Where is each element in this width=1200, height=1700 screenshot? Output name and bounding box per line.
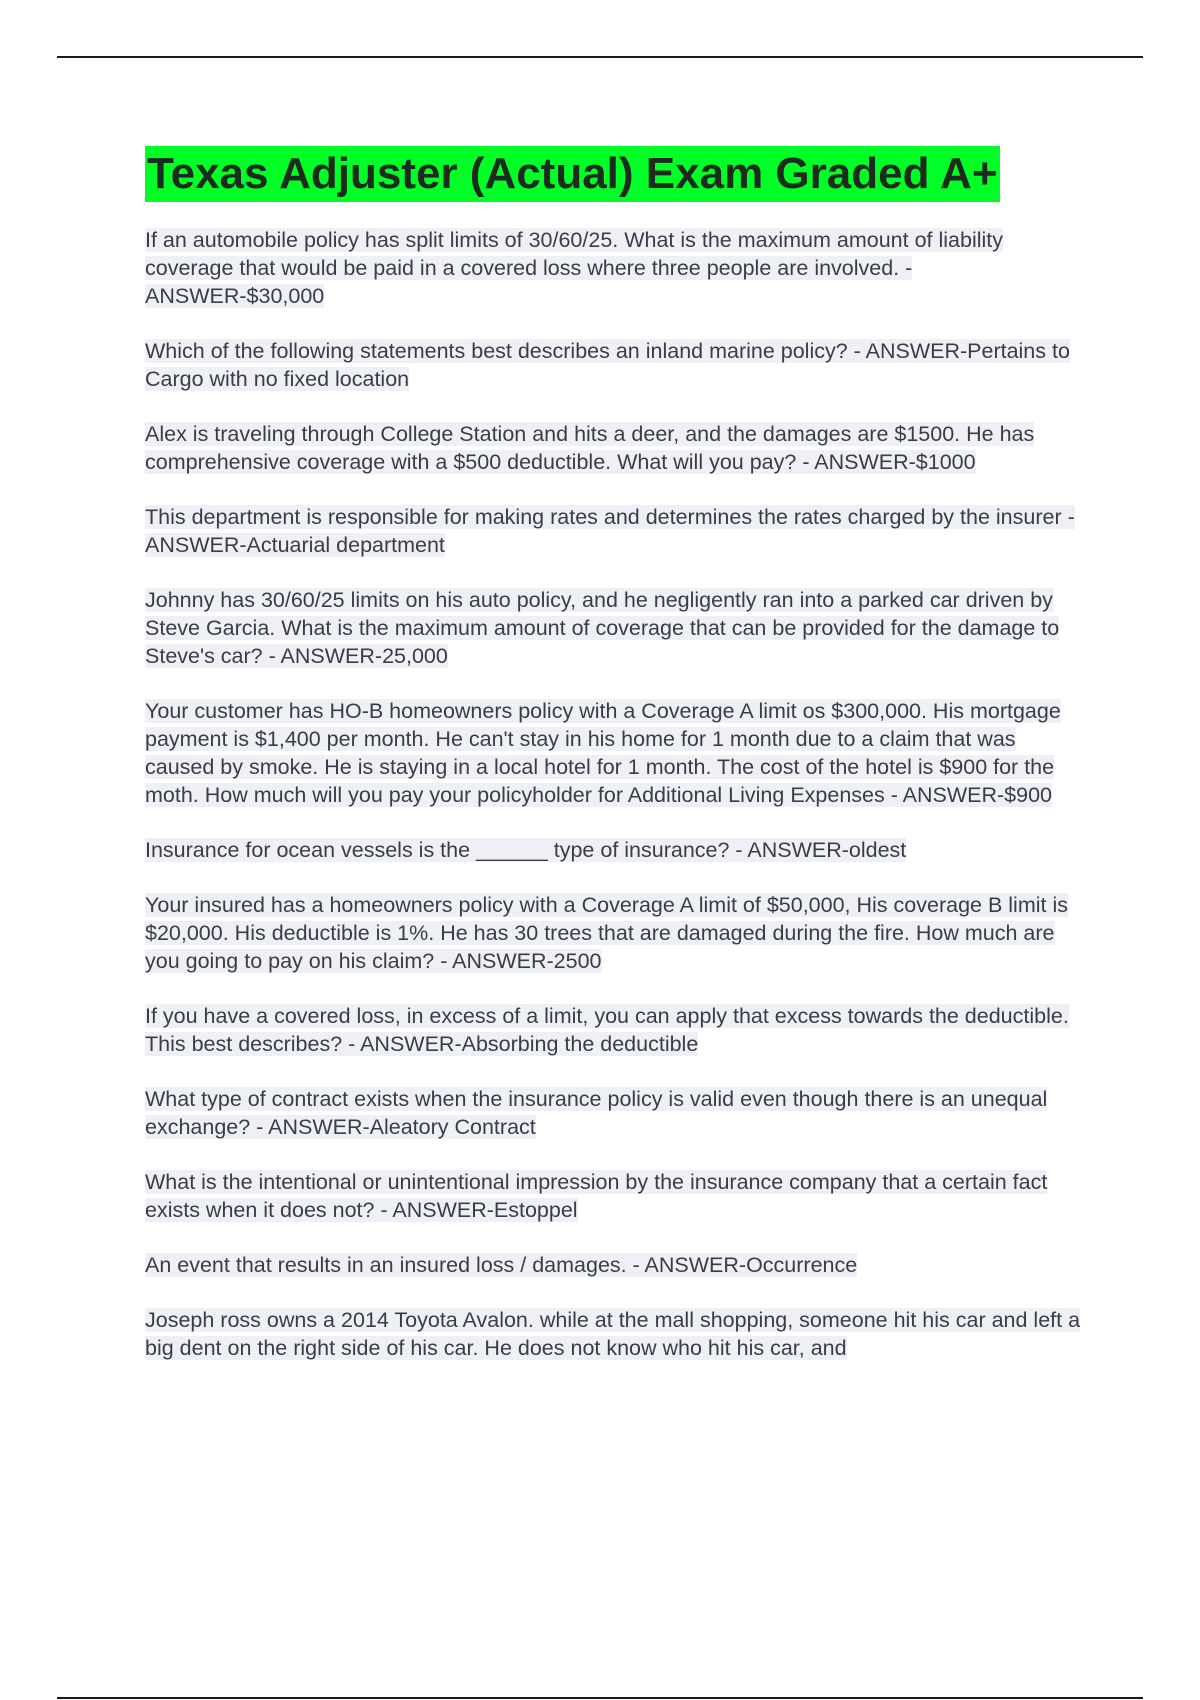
- qa-text: If you have a covered loss, in excess of a limit, you can apply that excess towards the deductible. This best describes? - ANSWER-Absorbing the deductible: [145, 1004, 1069, 1056]
- qa-text: Alex is traveling through College Station and hits a deer, and the damages are $1500. He has comprehensive coverage with a $500 deductible. What will you pay? - ANSWER-$1000: [145, 422, 1035, 474]
- qa-item: [145, 1168, 1085, 1224]
- qa-item: [145, 836, 1085, 864]
- document-body: [145, 146, 1085, 1389]
- qa-text: What is the intentional or unintentional impression by the insurance company that a certain fact exists when it does not? - ANSWER-Estoppel: [145, 1170, 1048, 1222]
- qa-item: [145, 1251, 1085, 1279]
- qa-text: An event that results in an insured loss / damages. - ANSWER-Occurrence: [145, 1253, 858, 1277]
- bottom-rule: [57, 1697, 1143, 1699]
- qa-text: Joseph ross owns a 2014 Toyota Avalon. while at the mall shopping, someone hit his car and left a big dent on the right side of his car. He does not know who hit his car, and: [145, 1308, 1081, 1360]
- qa-item: [145, 503, 1085, 559]
- qa-item: [145, 1306, 1085, 1362]
- qa-item: [145, 226, 1085, 310]
- qa-text: Insurance for ocean vessels is the ______ type of insurance? - ANSWER-oldest: [145, 838, 907, 862]
- qa-item: [145, 337, 1085, 393]
- qa-text: This department is responsible for making rates and determines the rates charged by the insurer - ANSWER-Actuarial department: [145, 505, 1075, 557]
- qa-item: [145, 586, 1085, 670]
- qa-item: [145, 697, 1085, 809]
- qa-text: If an automobile policy has split limits of 30/60/25. What is the maximum amount of liability coverage that would be paid in a covered loss where three people are involved. - ANSWER-$30,000: [145, 228, 1003, 308]
- qa-text: Which of the following statements best describes an inland marine policy? - ANSWER-Pertains to Cargo with no fixed location: [145, 339, 1070, 391]
- qa-text: Your insured has a homeowners policy with a Coverage A limit of $50,000, His coverage B limit is $20,000. His deductible is 1%. He has 30 trees that are damaged during the fire. How much are you going to pay on his claim? - ANSWER-2500: [145, 893, 1068, 973]
- qa-item: [145, 1085, 1085, 1141]
- document-title: Texas Adjuster (Actual) Exam Graded A+: [145, 146, 1000, 202]
- qa-item: [145, 891, 1085, 975]
- qa-text: Your customer has HO-B homeowners policy with a Coverage A limit os $300,000. His mortgage payment is $1,400 per month. He can't stay in his home for 1 month due to a claim that was caused by smoke. He is staying in a local hotel for 1 month. The cost of the hotel is $900 for the moth. How much will you pay your policyholder for Additional Living Expenses - ANSWER-$900: [145, 699, 1061, 807]
- qa-list: [145, 226, 1085, 1362]
- qa-text: Johnny has 30/60/25 limits on his auto policy, and he negligently ran into a parked car driven by Steve Garcia. What is the maximum amount of coverage that can be provided for the damage to Steve's car? - ANSWER-25,000: [145, 588, 1060, 668]
- qa-item: [145, 420, 1085, 476]
- top-rule: [57, 56, 1143, 58]
- qa-item: [145, 1002, 1085, 1058]
- qa-text: What type of contract exists when the insurance policy is valid even though there is an unequal exchange? - ANSWER-Aleatory Contract: [145, 1087, 1048, 1139]
